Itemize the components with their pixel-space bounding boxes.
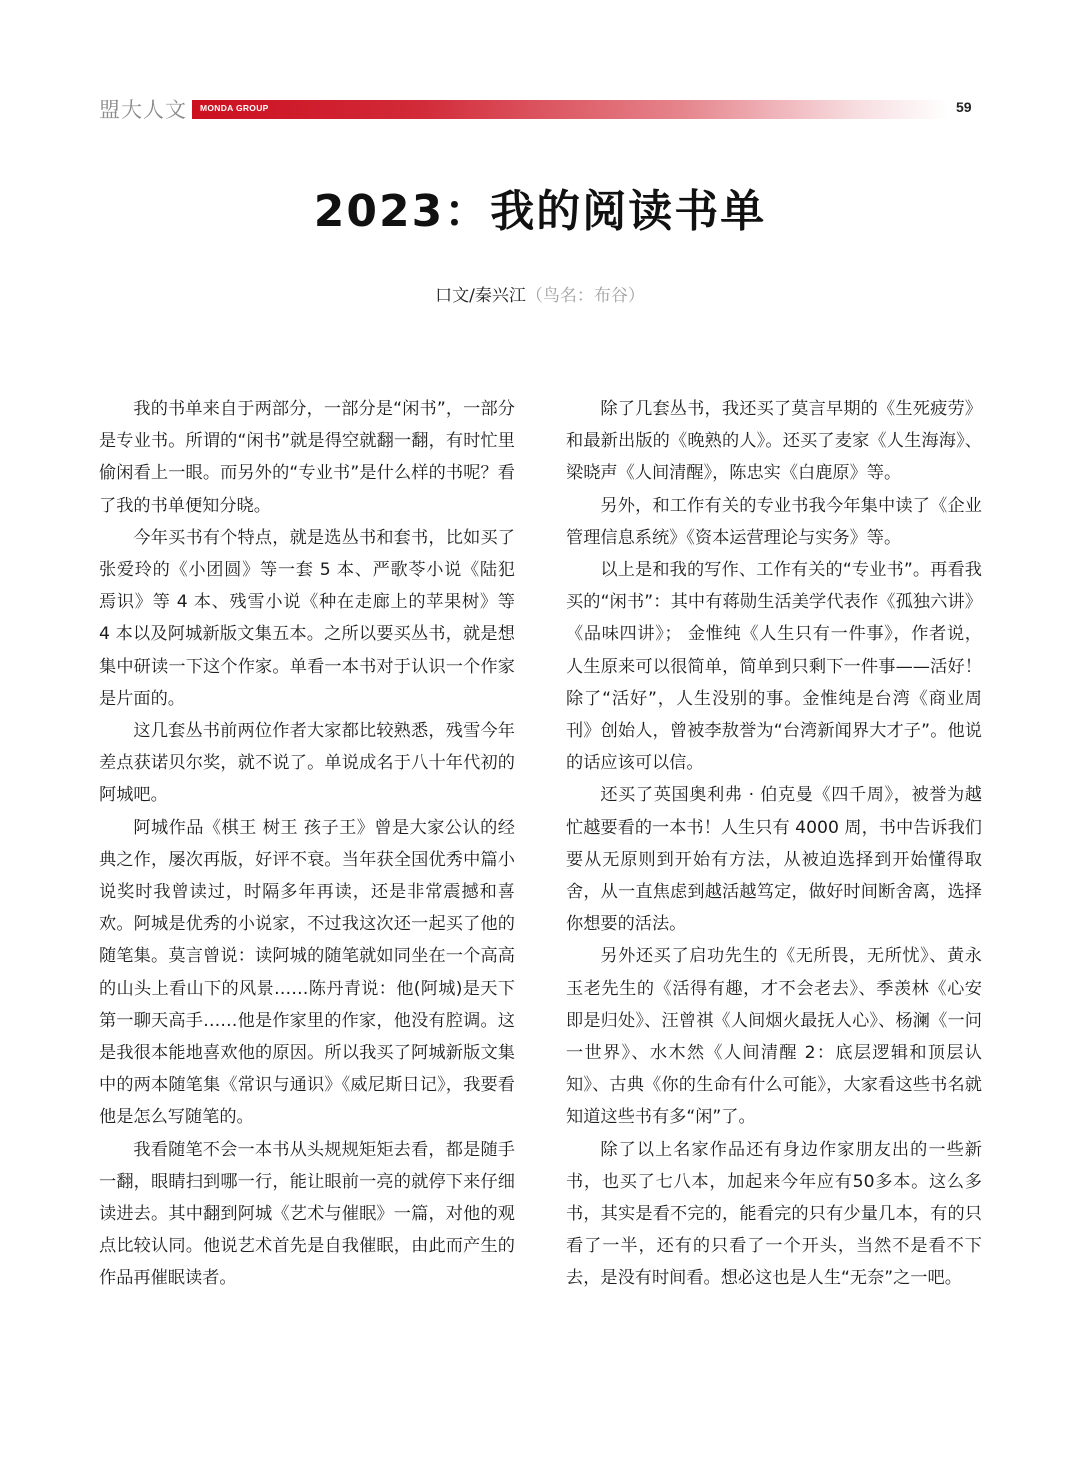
paragraph: 我看随笔不会一本书从头规规矩矩去看，都是随手一翻，眼睛扫到哪一行，能让眼前一亮的就停下来仔细读进去。其中翻到阿城《艺术与催眠》一篇，对他的观点比较认同。他说艺术首先是自我催眠，由此而产生的作品再催眠读者。: [99, 1139, 515, 1289]
paragraph: 阿城作品《棋王 树王 孩子王》曾是大家公认的经典之作，屡次再版，好评不衰。当年获全国优秀中篇小说奖时我曾读过，时隔多年再读，还是非常震撼和喜欢。阿城是优秀的小说家，不过我这次还一起买了他的随笔集。莫言曾说：读阿城的随笔就如同坐在一个高高的山头上看山下的风景……陈丹青说：他(阿城)是天下第一聊天高手……他是作家里的作家，他没有腔调。这是我很本能地喜欢他的原因。所以我买了阿城新版文集中的两本随笔集《常识与通识》《威尼斯日记》，我要看他是怎么写随笔的。: [99, 817, 515, 1128]
page-number: 59: [956, 99, 972, 115]
paragraph: 以上是和我的写作、工作有关的“专业书”。再看我买的“闲书”：其中有蒋勋生活美学代表作《孤独六讲》《品味四讲》； 金惟纯《人生只有一件事》，作者说，人生原来可以很简单，简单到只剩下一件事——活好！除了“活好”，人生没别的事。金惟纯是台湾《商业周刊》创始人，曾被李敖誉为“台湾新闻界大才子”。他说的话应该可以信。: [566, 560, 982, 774]
paragraph: 这几套丛书前两位作者大家都比较熟悉，残雪今年差点获诺贝尔奖，就不说了。单说成名于八十年代初的阿城吧。: [99, 721, 515, 806]
paragraph: 另外还买了启功先生的《无所畏，无所忧》、黄永玉老先生的《活得有趣，才不会老去》、季羡林《心安即是归处》、汪曾祺《人间烟火最抚人心》、杨澜《一问一世界》、水木然《人间清醒 2：底层逻辑和顶层认知》、古典《你的生命有什么可能》，大家看这些书名就知道这些书有多“闲”了。: [566, 946, 982, 1128]
byline: [0, 281, 1080, 306]
paragraph: 我的书单来自于两部分，一部分是“闲书”，一部分是专业书。所谓的“闲书”就是得空就翻一翻，有时忙里偷闲看上一眼。而另外的“专业书”是什么样的书呢？看了我的书单便知分晓。: [99, 399, 515, 516]
paragraph: 除了几套丛书，我还买了莫言早期的《生死疲劳》和最新出版的《晚熟的人》。还买了麦家《人生海海》、梁晓声《人间清醒》，陈忠实《白鹿原》等。: [566, 399, 982, 484]
band-label: MONDA GROUP: [200, 103, 269, 113]
article-title: 2023：我的阅读书单: [313, 186, 767, 237]
right-column: [566, 393, 982, 1295]
paragraph: 还买了英国奥利弗 · 伯克曼《四千周》，被誉为越忙越要看的一本书！人生只有 4000 周，书中告诉我们要从无原则到开始有方法，从被迫选择到开始懂得取舍，从一直焦虑到越活越笃定，做好时间断舍离，选择你想要的活法。: [566, 785, 982, 935]
page-header: [0, 88, 1080, 128]
author: 口文/秦兴江: [435, 286, 526, 306]
left-column: [99, 393, 515, 1295]
author-alias: （鸟名：布谷）: [525, 286, 645, 306]
paragraph: 另外，和工作有关的专业书我今年集中读了《企业管理信息系统》《资本运营理论与实务》等。: [566, 495, 982, 548]
header-red-band: [192, 100, 948, 119]
magazine-brand: 盟大人文: [99, 98, 187, 122]
paragraph: 除了以上名家作品还有身边作家朋友出的一些新书，也买了七八本，加起来今年应有50多本。这么多书，其实是看不完的，能看完的只有少量几本，有的只看了一半，还有的只看了一个开头，当然不是看不下去，是没有时间看。想必这也是人生“无奈”之一吧。: [566, 1139, 982, 1289]
paragraph: 今年买书有个特点，就是选丛书和套书，比如买了张爱玲的《小团圆》等一套 5 本、严歌苓小说《陆犯焉识》等 4 本、残雪小说《种在走廊上的苹果树》等 4 本以及阿城新版文集五本。之所以要买丛书，就是想集中研读一下这个作家。单看一本书对于认识一个作家是片面的。: [99, 527, 515, 709]
